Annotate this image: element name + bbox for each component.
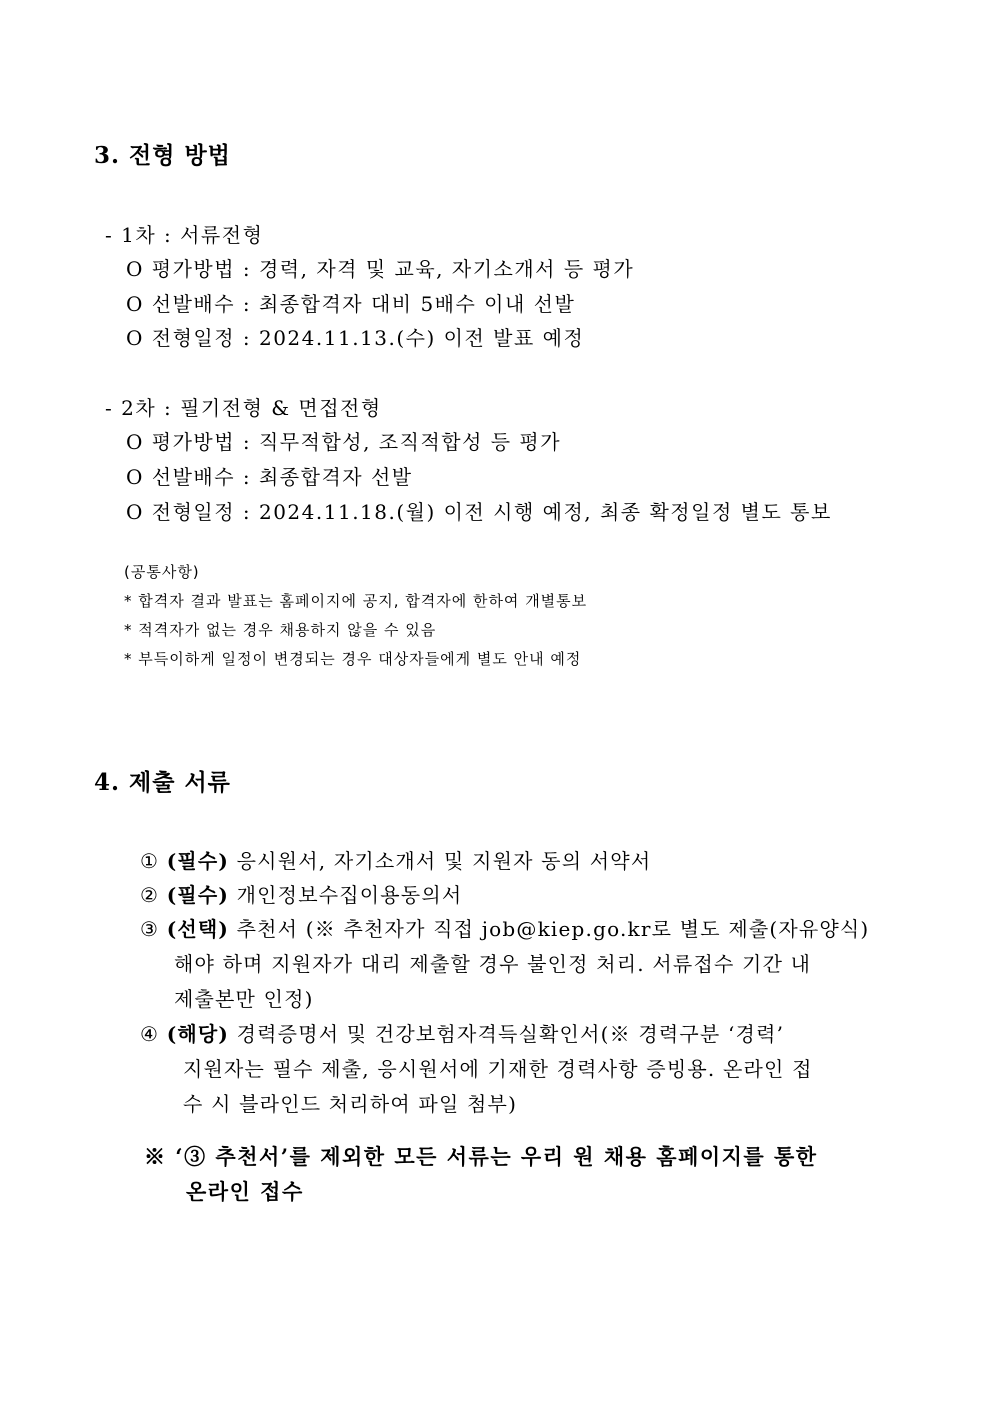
document-item-2-number: ② <box>140 883 160 907</box>
common-note-2: * 적격자가 없는 경우 채용하지 않을 수 있음 <box>124 621 437 639</box>
stage-1-evaluation: O 평가방법 : 경력, 자격 및 교육, 자기소개서 등 평가 <box>126 257 635 281</box>
document-item-4-line-2: 지원자는 필수 제출, 응시원서에 기재한 경력사항 증빙용. 온라인 접 <box>183 1057 813 1081</box>
section-3-title: 3. 전형 방법 <box>94 142 231 169</box>
stage-1-selection: O 선발배수 : 최종합격자 대비 5배수 이내 선발 <box>126 292 576 316</box>
document-item-2-tag: (필수) <box>166 883 230 907</box>
document-item-4-number: ④ <box>140 1022 160 1046</box>
document-item-2-text: 개인정보수집이용동의서 <box>236 883 463 907</box>
common-notes-title: (공통사항) <box>124 563 200 581</box>
document-item-2 <box>140 879 462 908</box>
document-item-1-text: 응시원서, 자기소개서 및 지원자 동의 서약서 <box>236 849 652 873</box>
stage-2-schedule: O 전형일정 : 2024.11.18.(월) 이전 시행 예정, 최종 확정일정 별도 통보 <box>126 500 832 524</box>
document-item-3-tag: (선택) <box>166 917 230 941</box>
common-note-1: * 합격자 결과 발표는 홈페이지에 공지, 합격자에 한하여 개별통보 <box>124 592 588 610</box>
document-item-1-number: ① <box>140 849 160 873</box>
stage-2-title: - 2차 : 필기전형 & 면접전형 <box>105 396 382 420</box>
document-item-3 <box>140 913 869 942</box>
common-note-3: * 부득이하게 일정이 변경되는 경우 대상자들에게 별도 안내 예정 <box>124 650 582 668</box>
section-4-title: 4. 제출 서류 <box>94 769 231 796</box>
document-item-4-tag: (해당) <box>166 1022 230 1046</box>
stage-1-title: - 1차 : 서류전형 <box>105 223 264 247</box>
submission-note-line-1: ※ ‘③ 추천서’를 제외한 모든 서류는 우리 원 채용 홈페이지를 통한 <box>144 1144 818 1169</box>
submission-note-line-2: 온라인 접수 <box>186 1179 304 1204</box>
document-item-1-tag: (필수) <box>166 849 230 873</box>
stage-2-selection: O 선발배수 : 최종합격자 선발 <box>126 465 413 489</box>
stage-1-schedule: O 전형일정 : 2024.11.13.(수) 이전 발표 예정 <box>126 326 585 350</box>
document-item-1 <box>140 845 651 874</box>
document-item-3-text: 추천서 (※ 추천자가 직접 job@kiep.go.kr로 별도 제출(자유양식) <box>236 917 870 941</box>
document-item-4-text: 경력증명서 및 건강보험자격득실확인서(※ 경력구분 ‘경력’ <box>236 1022 785 1046</box>
stage-2-evaluation: O 평가방법 : 직무적합성, 조직적합성 등 평가 <box>126 430 562 454</box>
document-item-3-line-3: 제출본만 인정) <box>174 987 314 1011</box>
document-item-3-number: ③ <box>140 917 160 941</box>
document-item-3-line-2: 해야 하며 지원자가 대리 제출할 경우 불인정 처리. 서류접수 기간 내 <box>174 952 812 976</box>
document-item-4 <box>140 1018 784 1047</box>
document-item-4-line-3: 수 시 블라인드 처리하여 파일 첨부) <box>183 1092 518 1116</box>
